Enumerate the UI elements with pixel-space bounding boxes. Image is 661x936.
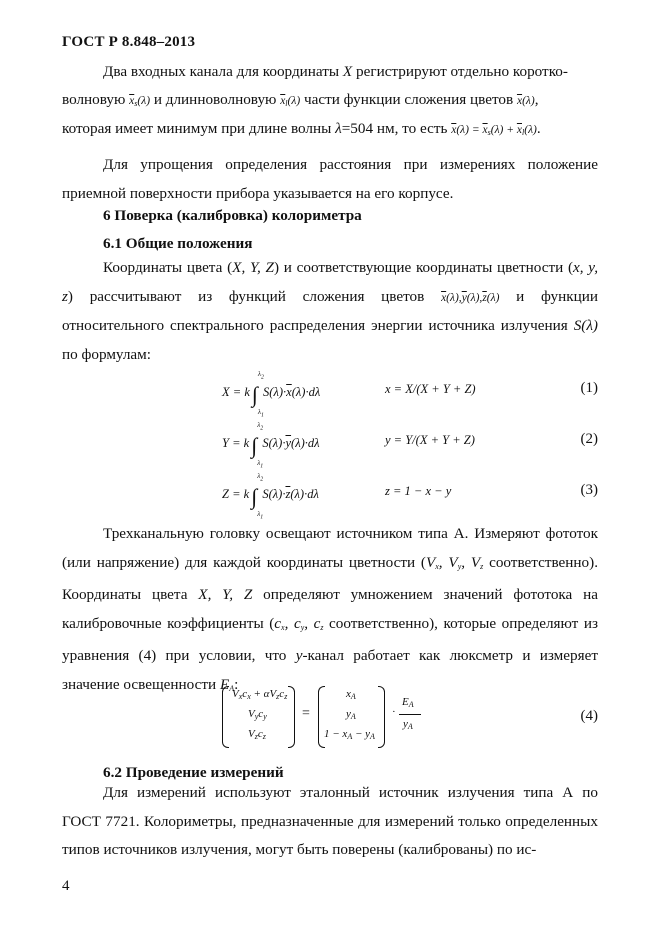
formula-x-long: $\overline{x}_l(\lambda)$ — [280, 95, 301, 108]
section-6-heading: 6 Поверка (калибровка) колориметра — [103, 207, 362, 224]
equation-3: Z = k∫ $\lambda_2$ $\lambda_1$ $S(\lambda)\cdot\overline{z}(\lambda)\cdot d\lambda$ z = 1 − x − y (3) — [222, 472, 598, 521]
paragraph-channels: Два входных канала для координаты X регистрируют отдельно коротко- — [103, 63, 568, 80]
integral-sign: ∫ $\lambda_2$ $\lambda_1$ — [251, 370, 264, 419]
equation-2: Y = k∫ $\lambda_2$ $\lambda_1$ $S(\lambda)\cdot\overline{y}(\lambda)\cdot d\lambda$ y = Y/(X + Y + Z) (2) — [222, 421, 598, 470]
formula-x-bar: $\overline{x}(\lambda)$ — [516, 95, 535, 107]
section-6-2-heading: 6.2 Проведение измерений — [103, 764, 284, 781]
integral-sign: ∫ $\lambda_2$ $\lambda_1$ — [251, 421, 264, 470]
paragraph-coordinates: Координаты цвета (X, Y, Z) и соответствующие координаты цветности (x, y, z) рассчитывают из функций сложения цветов $\overline{x}(\lambda),\overline{y}(\lambda),\overline{z}(\lambda)$ и функции относительного спектрального распределения энергии источника излучения S(λ) по формулам: — [62, 259, 599, 363]
formula-xyz-bar: $\overline{x}(\lambda),\overline{y}(\lambda),\overline{z}(\lambda)$ — [441, 291, 500, 304]
section-6-1-heading: 6.1 Общие положения — [103, 235, 253, 252]
paragraph-channels-line2: волновую $\overline{x}_s(\lambda)$ и длинноволновую $\overline{x}_l(\lambda)$ части функции сложения цветов $\overline{x}(\lambda)$, — [62, 91, 539, 108]
formula-x-sum: $\overline{x}(\lambda) = \overline{x}_s(\lambda) + \overline{x}_l(\lambda)$ — [451, 124, 537, 137]
formula-x-short: $\overline{x}_s(\lambda)$ — [129, 95, 151, 108]
page-number: 4 — [62, 878, 70, 894]
equation-1: X = k∫ $\lambda_2$ $\lambda_1$ $S(\lambda)\cdot\overline{x}(\lambda)\cdot d\lambda$ x = X/(X + Y + Z) (1) — [222, 370, 598, 419]
paragraph-distance: Для упрощения определения расстояния при измерениях положение приемной поверхности прибора указывается на его корпусе. — [62, 156, 598, 202]
paragraph-measurements: Для измерений используют эталонный источник излучения типа А по ГОСТ 7721. Колориметры, предназначенные для измерений только определенных типов источников излучения, могут быть поверены (калиброваны) по ис- — [62, 784, 598, 859]
equation-4: $V_xc_x + \alpha V_zc_z$ $V_yc_y$ $V_zc_z$ = $x_A$ $y_A$ $1 - x_A - y_A$ · $E_A$ $y_A$ (4) — [62, 686, 598, 748]
paragraph-calibration: Трехканальную головку освещают источником типа А. Измеряют фототок (или напряжение) для каждой координаты цветности ($V_x$, $V_y$, $V_z$ соответственно). Координаты цвета X, Y, Z определяют умножением значений фототока на калибровочные коэффициенты ($c_x$, $c_y$, $c_z$ соответственно), которые определяют из уравнения (4) при условии, что y-канал работает как люксметр и измеряет значение освещенности $E_A$: — [62, 525, 598, 693]
integral-sign: ∫ $\lambda_2$ $\lambda_1$ — [251, 472, 264, 521]
paragraph-channels-line3: которая имеет минимум при длине волны λ=504 нм, то есть $\overline{x}(\lambda) = \overline{x}_s(\lambda) + \overline{x}_l(\lambda)$. — [62, 120, 541, 137]
document-header: ГОСТ Р 8.848–2013 — [62, 34, 196, 50]
